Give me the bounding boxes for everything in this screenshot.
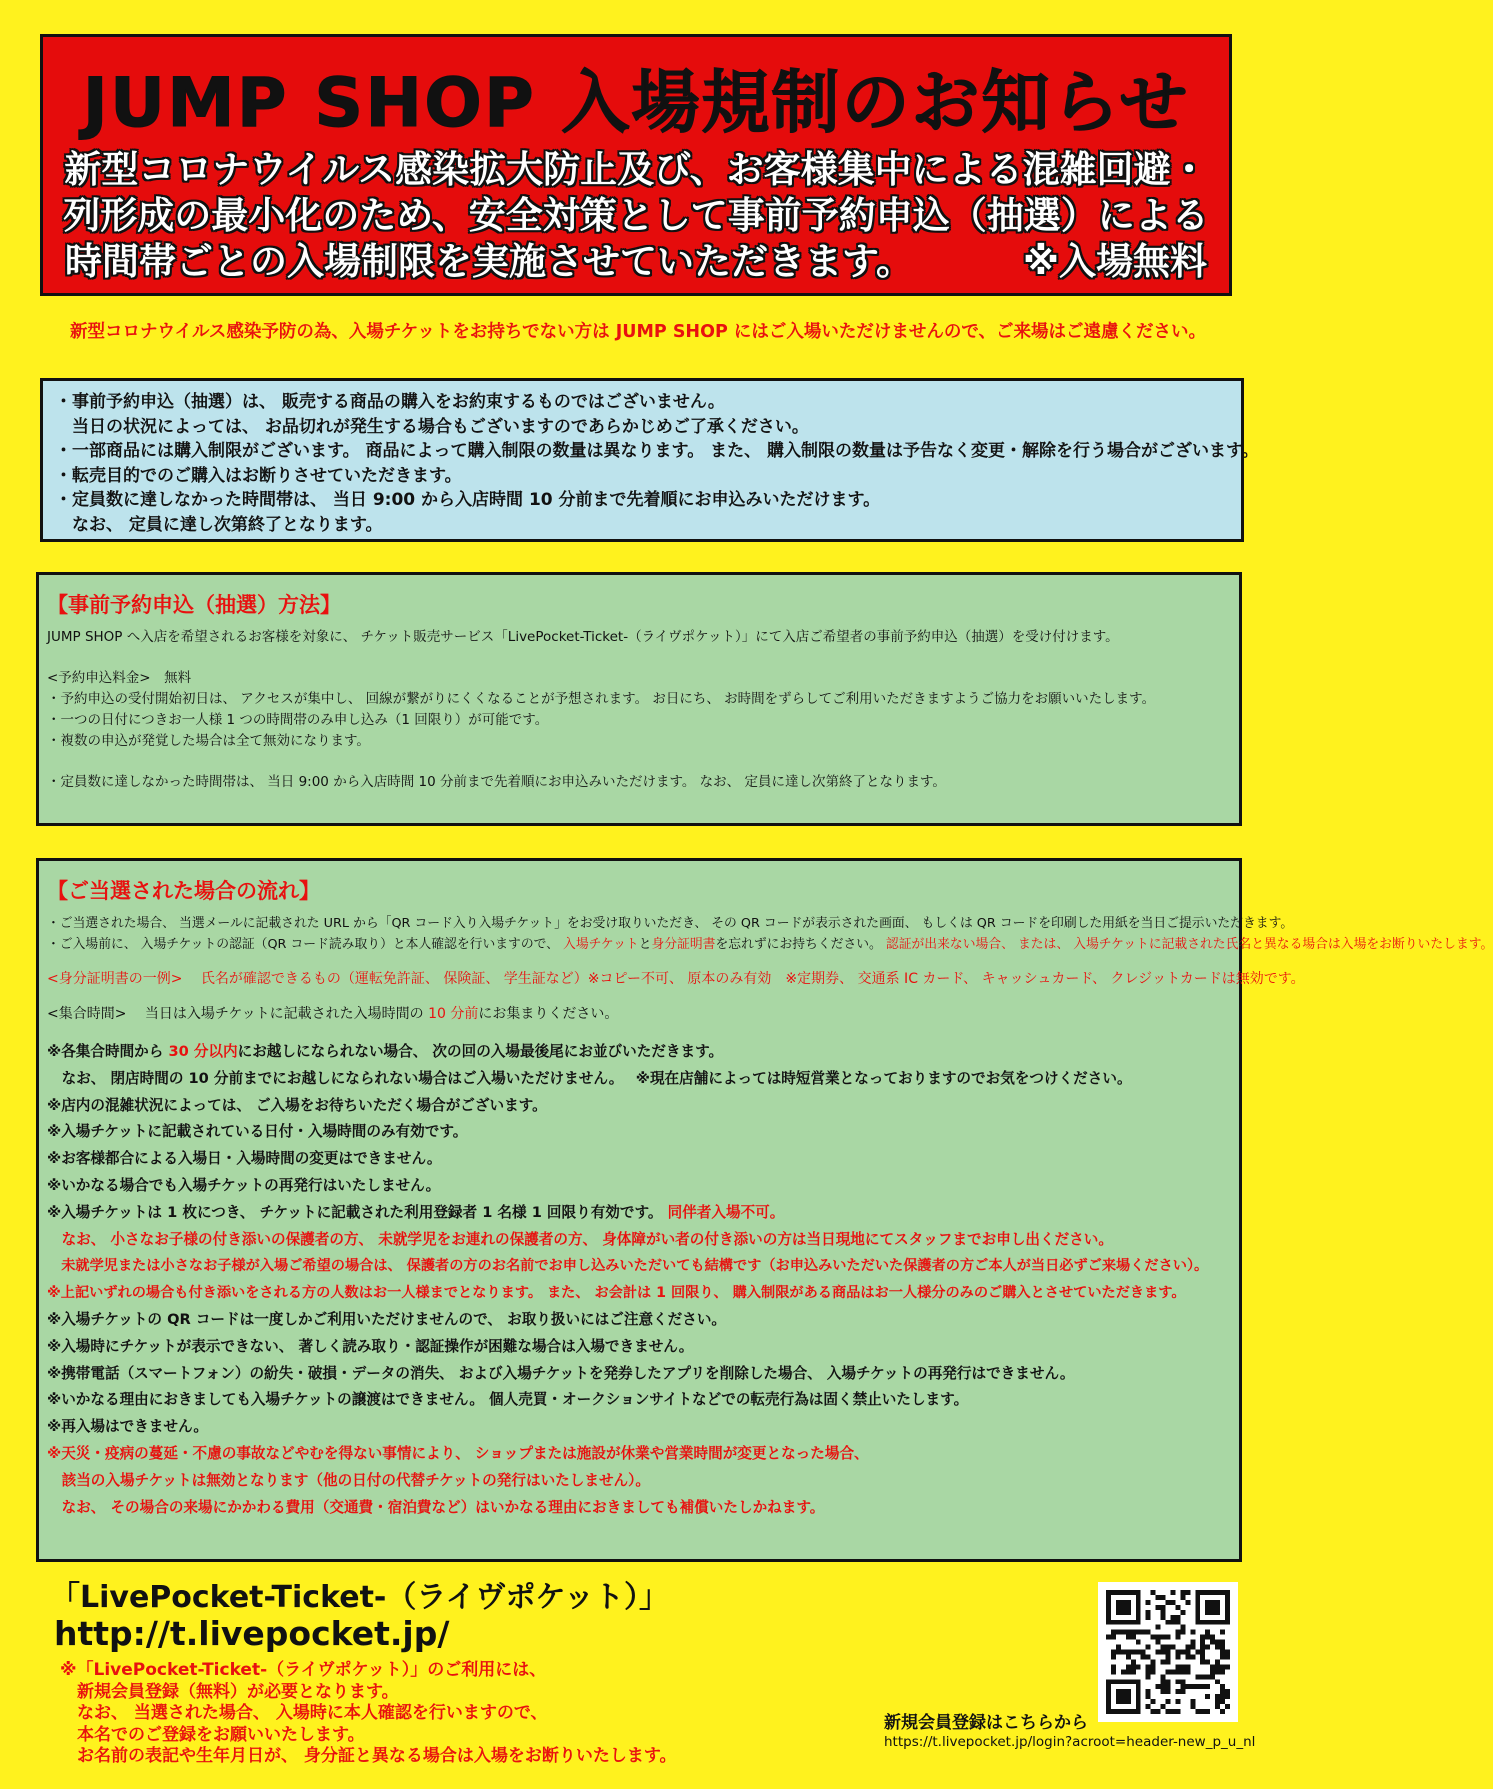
- lead-line: 新型コロナウイルス感染拡大防止及び、お客様集中による混雑回避・: [64, 148, 1208, 191]
- flow-note: ※いかなる理由におきましても入場チケットの譲渡はできません。 個人売買・オークションサイトなどでの転売行為は固く禁止いたします。: [47, 1391, 969, 1409]
- notice-line: ・定員数に達しなかった時間帯は、 当日 9:00 から入店時間 10 分前まで先着順にお申込みいただけます。: [55, 490, 881, 510]
- notice-line: ・一部商品には購入制限がございます。 商品によって購入制限の数量は異なります。 また、 購入制限の数量は予告なく変更・解除を行う場合がございます。: [55, 441, 1259, 461]
- flow-note: なお、 小さなお子様の付き添いの保護者の方、 未就学児をお連れの保護者の方、 身体障がい者の付き添いの方は当日現地にてスタッフまでお申し出ください。: [47, 1230, 1113, 1248]
- flow-note: ※携帯電話（スマートフォン）の紛失・破損・データの消失、 および入場チケットを発券したアプリを削除した場合、 入場チケットの再発行はできません。: [47, 1364, 1075, 1382]
- method-box: [36, 572, 1242, 826]
- flow-note-6: ※入場チケットは 1 枚につき、 チケットに記載された利用登録者 1 名様 1 回限り有効です。 同伴者入場不可。: [47, 1203, 785, 1221]
- method-item: ・一つの日付につきお一人様 1 つの時間帯のみ申し込み（1 回限り）が可能です。: [47, 712, 549, 728]
- flow-note: 該当の入場チケットは無効となります（他の日付の代替チケットの発行はいたしません）。: [47, 1471, 651, 1489]
- warning-line: 新型コロナウイルス感染予防の為、入場チケットをお持ちでない方は JUMP SHOP にはご入場いただけませんので、ご来場はご遠慮ください。: [69, 322, 1207, 342]
- flow-note: なお、 閉店時間の 10 分前までにお越しになられない場合はご入場いただけません。 ※現在店舗によっては時短営業となっておりますのでお気をつけください。: [47, 1069, 1132, 1087]
- footer-note: 新規会員登録（無料）が必要となります。: [60, 1681, 399, 1702]
- qr-caption: 新規会員登録はこちらから: [884, 1713, 1088, 1733]
- flow-note: 未就学児または小さなお子様が入場ご希望の場合は、 保護者の方のお名前でお申し込みいただいても結構です（お申込みいただいた保護者の方ご本人が当日必ずご来場ください）。: [47, 1258, 1209, 1275]
- method-last: ・定員数に達しなかった時間帯は、 当日 9:00 から入店時間 10 分前まで先着順にお申込みいただけます。 なお、 定員に達し次第終了となります。: [47, 774, 946, 790]
- flow-heading: 【ご当選された場合の流れ】: [47, 879, 320, 903]
- notice-line: 当日の状況によっては、 お品切れが発生する場合もございますのであらかじめご了承ください。: [55, 416, 809, 437]
- lead-line: 列形成の最小化のため、安全対策として事前予約申込（抽選）による: [63, 194, 1209, 237]
- flow-note: ※入場チケットの QR コードは一度しかご利用いただけませんので、 お取り扱いにはご注意ください。: [47, 1310, 727, 1328]
- page-title: JUMP SHOP 入場規制のお知らせ: [82, 64, 1190, 143]
- flow-box: [36, 858, 1493, 1562]
- flow-note: ※店内の混雑状況によっては、 ご入場をお待ちいただく場合がございます。: [47, 1096, 547, 1114]
- service-name: 「LivePocket-Ticket-（ライヴポケット）」: [50, 1580, 669, 1615]
- method-item: ・複数の申込が発覚した場合は全て無効になります。: [47, 733, 370, 749]
- method-heading: 【事前予約申込（抽選）方法】: [47, 593, 341, 617]
- free-entry-label: ※入場無料: [1023, 240, 1208, 283]
- method-intro: JUMP SHOP へ入店を希望されるお客様を対象に、 チケット販売サービス「LivePocket-Ticket-（ライヴポケット）」にて入店ご希望者の事前予約申込（抽選）を受け付けます。: [47, 629, 1119, 645]
- service-url-link[interactable]: http://t.livepocket.jp/: [54, 1614, 450, 1653]
- lead-line: 時間帯ごとの入場制限を実施させていただきます。: [64, 240, 914, 283]
- meeting-time: <集合時間> 当日は入場チケットに記載された入場時間の 10 分前にお集まりください。: [47, 1006, 619, 1022]
- flow-note-1: ※各集合時間から 30 分以内にお越しになられない場合、 次の回の入場最後尾にお並びいただきます。: [47, 1043, 724, 1060]
- flow-note: ※いかなる場合でも入場チケットの再発行はいたしません。: [47, 1176, 441, 1194]
- flow-note: ※再入場はできません。: [47, 1418, 209, 1436]
- flow-line-2: ・ご入場前に、 入場チケットの認証（QR コード読み取り）と本人確認を行いますので、 入場チケットと身分証明書を忘れずにお持ちください。 認証が出来ない場合、 または、 入場チケットに記載された氏名と異なる場合は入場をお断りいたします。: [47, 937, 1493, 952]
- flow-note: ※お客様都合による入場日・入場時間の変更はできません。: [47, 1150, 442, 1168]
- flow-line: ・ご当選された場合、 当選メールに記載された URL から「QR コード入り入場チケット」をお受け取りいただき、 その QR コードが表示された画面、 もしくは QR コードを印刷した用紙を当日ご提示いただきます。: [47, 916, 1294, 931]
- method-item: ・予約申込の受付開始初日は、 アクセスが集中し、 回線が繋がりにくくなることが予想されます。 お日にち、 お時間をずらしてご利用いただきますようご協力をお願いいたします。: [47, 691, 1156, 707]
- notice-line: ・転売目的でのご購入はお断りさせていただきます。: [55, 465, 462, 486]
- lead-line-3: [43, 239, 1229, 285]
- footer-note: なお、 当選された場合、 入場時に本人確認を行いますので、: [60, 1703, 548, 1723]
- notice-box: [40, 378, 1259, 542]
- flow-note: ※天災・疫病の蔓延・不慮の事故などやむを得ない事情により、 ショップまたは施設が休業や営業時間が変更となった場合、: [47, 1444, 869, 1462]
- flow-note: ※入場時にチケットが表示できない、 著しく読み取り・認証操作が困難な場合は入場できません。: [47, 1337, 694, 1355]
- flow-note: ※上記いずれの場合も付き添いをされる方の人数はお一人様までとなります。 また、 お会計は 1 回限り、 購入制限がある商品はお一人様分のみのご購入とさせていただきます。: [47, 1285, 1186, 1302]
- footer-note: 本名でのご登録をお願いいたします。: [60, 1724, 365, 1745]
- header-banner: [40, 34, 1232, 296]
- footer-note: ※「LivePocket-Ticket-（ライヴポケット）」のご利用には、: [60, 1660, 547, 1680]
- notice-line: なお、 定員に達し次第終了となります。: [55, 514, 383, 535]
- flow-note: なお、 その場合の来場にかかわる費用（交通費・宿泊費など）はいかなる理由におきましても補償いたしかねます。: [47, 1498, 825, 1516]
- footer-notes: [60, 1660, 677, 1768]
- fee-label: <予約申込料金> 無料: [47, 670, 192, 686]
- header-lead: [43, 147, 1229, 285]
- qr-code-icon[interactable]: [1098, 1582, 1238, 1722]
- notice-line: ・事前予約申込（抽選）は、 販売する商品の購入をお約束するものではございません。: [55, 392, 725, 412]
- flow-note: ※入場チケットに記載されている日付・入場時間のみ有効です。: [47, 1123, 468, 1141]
- qr-url: https://t.livepocket.jp/login?acroot=header-new_p_u_nl: [884, 1734, 1256, 1750]
- id-example: <身分証明書の一例> 氏名が確認できるもの（運転免許証、 保険証、 学生証など）※コピー不可、 原本のみ有効 ※定期券、 交通系 IC カード、 キャッシュカード、 クレジットカードは無効です。: [47, 971, 1305, 987]
- footer-note: お名前の表記や生年月日が、 身分証と異なる場合は入場をお断りいたします。: [60, 1746, 677, 1766]
